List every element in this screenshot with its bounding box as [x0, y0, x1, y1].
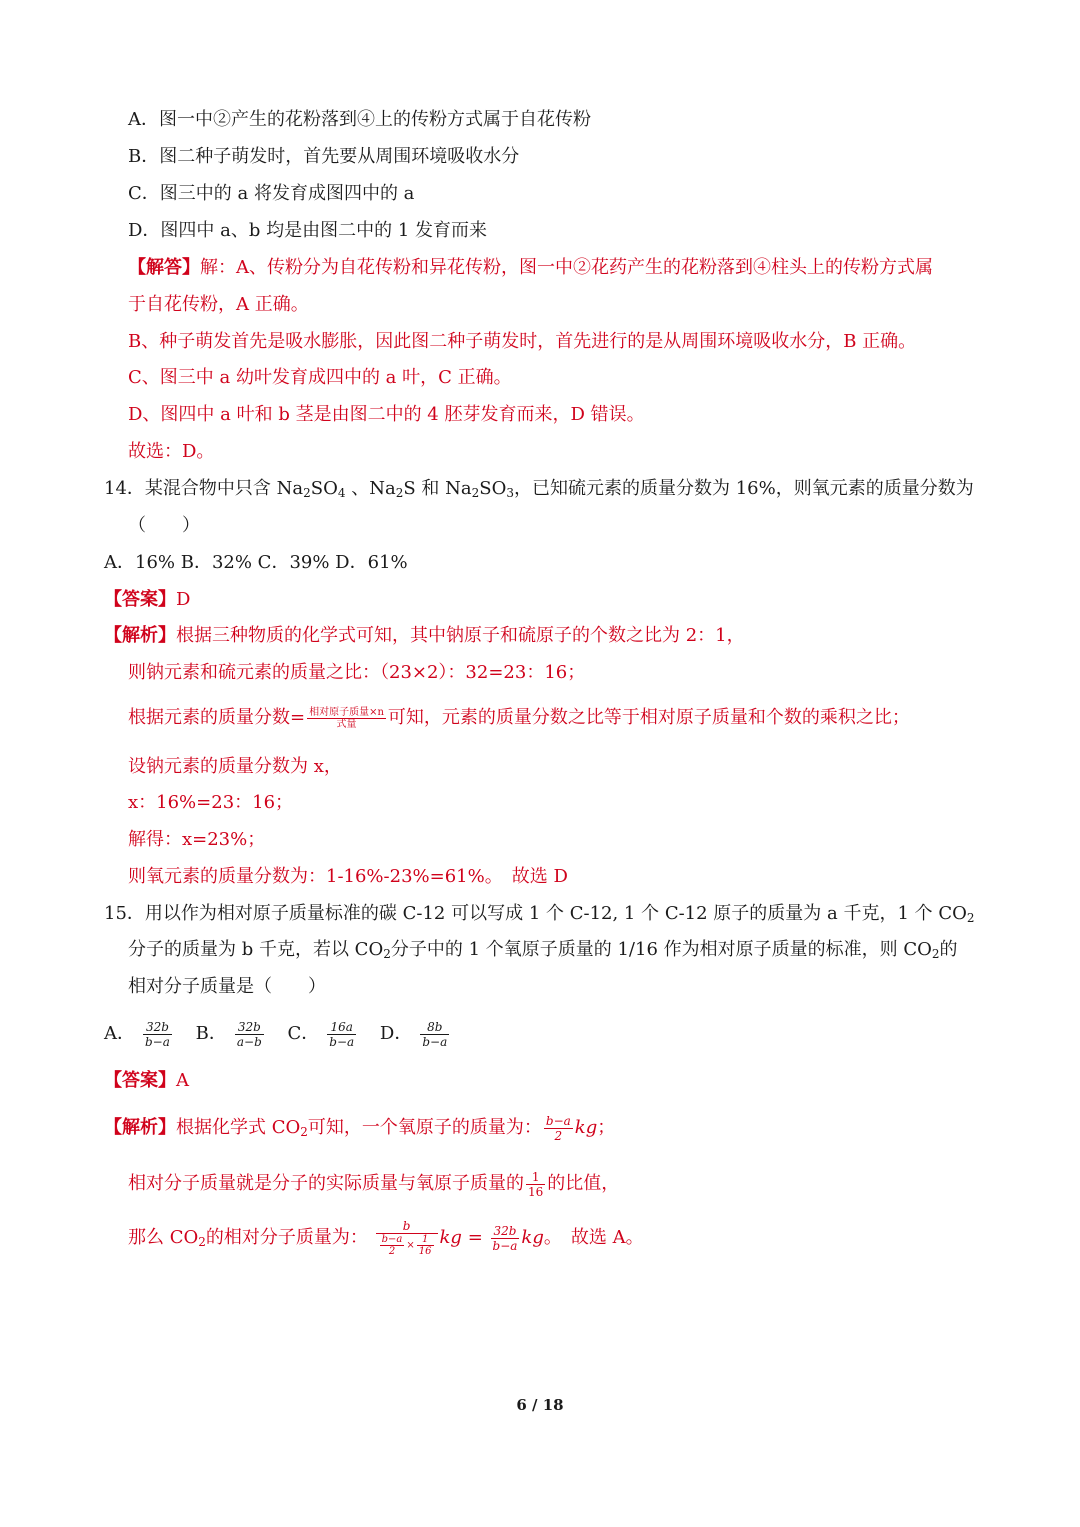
q14-sub: 4	[337, 486, 346, 500]
fraction-numerator: 32b	[491, 1224, 520, 1239]
fraction-numerator: b	[376, 1219, 438, 1234]
option-fraction	[235, 1020, 270, 1049]
q15-analysis-text: 可知，一个氧原子的质量为：	[307, 1117, 542, 1138]
unit-kg: kg	[574, 1117, 598, 1138]
q14-analysis-line-2: 则钠元素和硫元素的质量之比：（23×2）：32=23：16；	[128, 662, 586, 683]
q13-answer-line-4: C、图三中 a 幼叶发育成四中的 a 叶，C 正确。	[128, 367, 512, 388]
q13-answer-line-5: D、图四中 a 叶和 b 茎是由图二中的 4 胚芽发育而来，D 错误。	[128, 404, 645, 425]
times-sign: ×	[406, 1240, 415, 1251]
q15-sub: 2	[383, 947, 391, 961]
fraction-numerator: 32b	[143, 1020, 172, 1035]
q14-stem-line-2: （ ）	[128, 515, 200, 536]
q15-stem-text: 15．用以作为相对原子质量标准的碳 C-12 可以写成 1 个 C-12, 1 个 C-12 原子的质量为 a 千克，1 个 CO	[104, 903, 967, 924]
q14-analysis-line-1	[104, 624, 745, 648]
molecular-mass-complex-fraction	[376, 1219, 438, 1257]
q15-option-c	[287, 1019, 368, 1049]
fraction-numerator: 8b	[420, 1020, 449, 1035]
option-label: D．	[379, 1023, 413, 1044]
q15-analysis-text: 的相对分子质量为：	[205, 1227, 368, 1248]
page-number: 6 / 18	[516, 1396, 564, 1414]
q15-analysis-line-1	[104, 1112, 615, 1148]
q14-analysis-line-3	[128, 706, 910, 730]
fraction-numerator: 32b	[235, 1020, 264, 1035]
q15-analysis-text: 。 故选 A。	[543, 1227, 644, 1248]
q14-stem-part: SO	[479, 478, 507, 499]
q15-answer-tag: 【答案】	[104, 1070, 176, 1091]
q15-analysis-text: 那么 CO	[128, 1227, 199, 1248]
q15-analysis-text: 根据化学式 CO	[176, 1117, 301, 1138]
q15-answer	[104, 1069, 189, 1093]
q15-answer-value: A	[176, 1070, 189, 1091]
option-fraction	[143, 1020, 178, 1049]
fraction-denominator: 2	[388, 1246, 396, 1257]
fraction-numerator: 1	[417, 1234, 434, 1246]
q14-stem-part: SO	[310, 478, 338, 499]
q14-answer-tag: 【答案】	[104, 589, 176, 610]
fraction-denominator: b−a	[492, 1238, 518, 1253]
fraction-denominator: b−a	[329, 1034, 355, 1049]
q14-analysis-3-post: 可知，元素的质量分数之比等于相对原子质量和个数的乘积之比；	[387, 707, 910, 728]
unit-kg: kg	[521, 1227, 544, 1248]
q14-analysis-line-6: 解得：x=23%；	[128, 829, 266, 850]
oxygen-mass-fraction	[544, 1114, 573, 1143]
q15-option-d	[379, 1019, 461, 1049]
one-sixteenth-fraction	[526, 1170, 545, 1199]
q14-stem-line-1	[104, 477, 974, 505]
q13-answer-line-1	[128, 256, 933, 280]
option-label: C．	[287, 1023, 320, 1044]
q13-option-b: B．图二种子萌发时，首先要从周围环境吸收水分	[128, 146, 520, 167]
q14-answer-value: D	[176, 589, 191, 610]
inner-fraction	[380, 1234, 405, 1257]
q14-analysis-line-7: 则氧元素的质量分数为：1-16%-23%=61%。 故选 D	[128, 866, 568, 887]
q15-option-a	[104, 1019, 184, 1049]
q15-analysis-text: 相对分子质量就是分子的实际质量与氧原子质量的	[128, 1173, 524, 1194]
q15-stem-line-1	[104, 902, 975, 930]
q14-mass-fraction	[307, 707, 386, 730]
q14-answer	[104, 588, 190, 612]
fraction-numerator: b−a	[545, 1113, 571, 1128]
q14-options: A．16% B．32% C．39% D．61%	[104, 552, 408, 573]
fraction-numerator: b−a	[381, 1234, 403, 1245]
q13-answer-tag: 【解答】	[128, 257, 200, 278]
q14-stem-part: 、Na	[345, 478, 396, 499]
q14-sub: 2	[395, 486, 404, 500]
fraction-numerator: 相对原子质量×n	[309, 706, 384, 718]
fraction-denominator: 16	[418, 1246, 432, 1257]
q14-analysis-line-4: 设钠元素的质量分数为 x，	[128, 756, 342, 777]
q15-sub: 2	[966, 911, 975, 925]
fraction-denominator: a−b	[236, 1034, 262, 1049]
q15-options	[104, 1018, 467, 1050]
q14-analysis-line-5: x：16%=23：16；	[128, 792, 294, 813]
q13-option-a: A．图一中②产生的花粉落到④上的传粉方式属于自花传粉	[128, 109, 591, 130]
option-label: B．	[195, 1023, 227, 1044]
q14-sub: 2	[303, 486, 311, 500]
fraction-denominator: 2	[554, 1128, 563, 1143]
q14-sub: 2	[471, 486, 480, 500]
q14-analysis-3-pre: 根据元素的质量分数=	[128, 707, 306, 728]
fraction-numerator: 1	[526, 1170, 545, 1185]
q15-stem-text: 分子中的 1 个氧原子质量的 1/16 作为相对原子质量的标准，则 CO	[390, 939, 932, 960]
q15-sub: 2	[300, 1125, 308, 1139]
q14-stem-part: ，已知硫元素的质量分数为 16%，则氧元素的质量分数为	[513, 478, 974, 499]
q15-option-b	[195, 1019, 276, 1049]
fraction-numerator: 16a	[327, 1020, 356, 1035]
q14-stem-pre: 14．某混合物中只含 Na	[104, 478, 304, 499]
fraction-denominator: 式量	[336, 718, 357, 730]
q15-sub: 2	[198, 1235, 206, 1249]
q14-sub: 3	[506, 486, 514, 500]
option-fraction	[420, 1020, 455, 1049]
fraction-denominator	[376, 1234, 438, 1257]
option-label: A．	[104, 1023, 135, 1044]
option-fraction	[327, 1020, 362, 1049]
fraction-denominator: b−a	[145, 1034, 170, 1049]
q14-analysis-text: 根据三种物质的化学式可知，其中钠原子和硫原子的个数之比为 2：1，	[176, 625, 745, 646]
q15-analysis-text: ；	[597, 1117, 616, 1138]
q15-stem-text: 的	[939, 939, 958, 960]
q13-answer-line-3: B、种子萌发首先是吸水膨胀，因此图二种子萌发时，首先进行的是从周围环境吸收水分，B 正确。	[128, 331, 917, 352]
q15-analysis-line-2	[128, 1168, 619, 1200]
q14-stem-part: S 和 Na	[403, 478, 472, 499]
q15-analysis-tag: 【解析】	[104, 1117, 176, 1138]
equals-sign: =	[467, 1227, 483, 1248]
q15-analysis-text: 的比值，	[547, 1173, 620, 1194]
q13-answer-line-2: 于自花传粉，A 正确。	[128, 294, 309, 315]
result-fraction	[491, 1224, 520, 1253]
q15-analysis-line-3	[128, 1218, 644, 1262]
q13-answer-line-6: 故选：D。	[128, 441, 215, 462]
inner-fraction	[417, 1234, 434, 1257]
q15-stem-text: 分子的质量为 b 千克，若以 CO	[128, 939, 384, 960]
unit-kg: kg	[439, 1227, 462, 1248]
q13-option-d: D．图四中 a、b 均是由图二中的 1 发育而来	[128, 220, 488, 241]
q15-sub: 2	[931, 947, 940, 961]
q13-option-c: C．图三中的 a 将发育成图四中的 a	[128, 183, 415, 204]
q15-stem-line-2	[128, 938, 958, 966]
q13-answer-text-1: 解：A、传粉分为自花传粉和异花传粉，图一中②花药产生的花粉落到④柱头上的传粉方式属	[200, 257, 933, 278]
q14-analysis-tag: 【解析】	[104, 625, 176, 646]
q15-stem-line-3: 相对分子质量是（ ）	[128, 976, 326, 997]
fraction-denominator: 16	[528, 1184, 544, 1199]
fraction-denominator: b−a	[422, 1034, 448, 1049]
